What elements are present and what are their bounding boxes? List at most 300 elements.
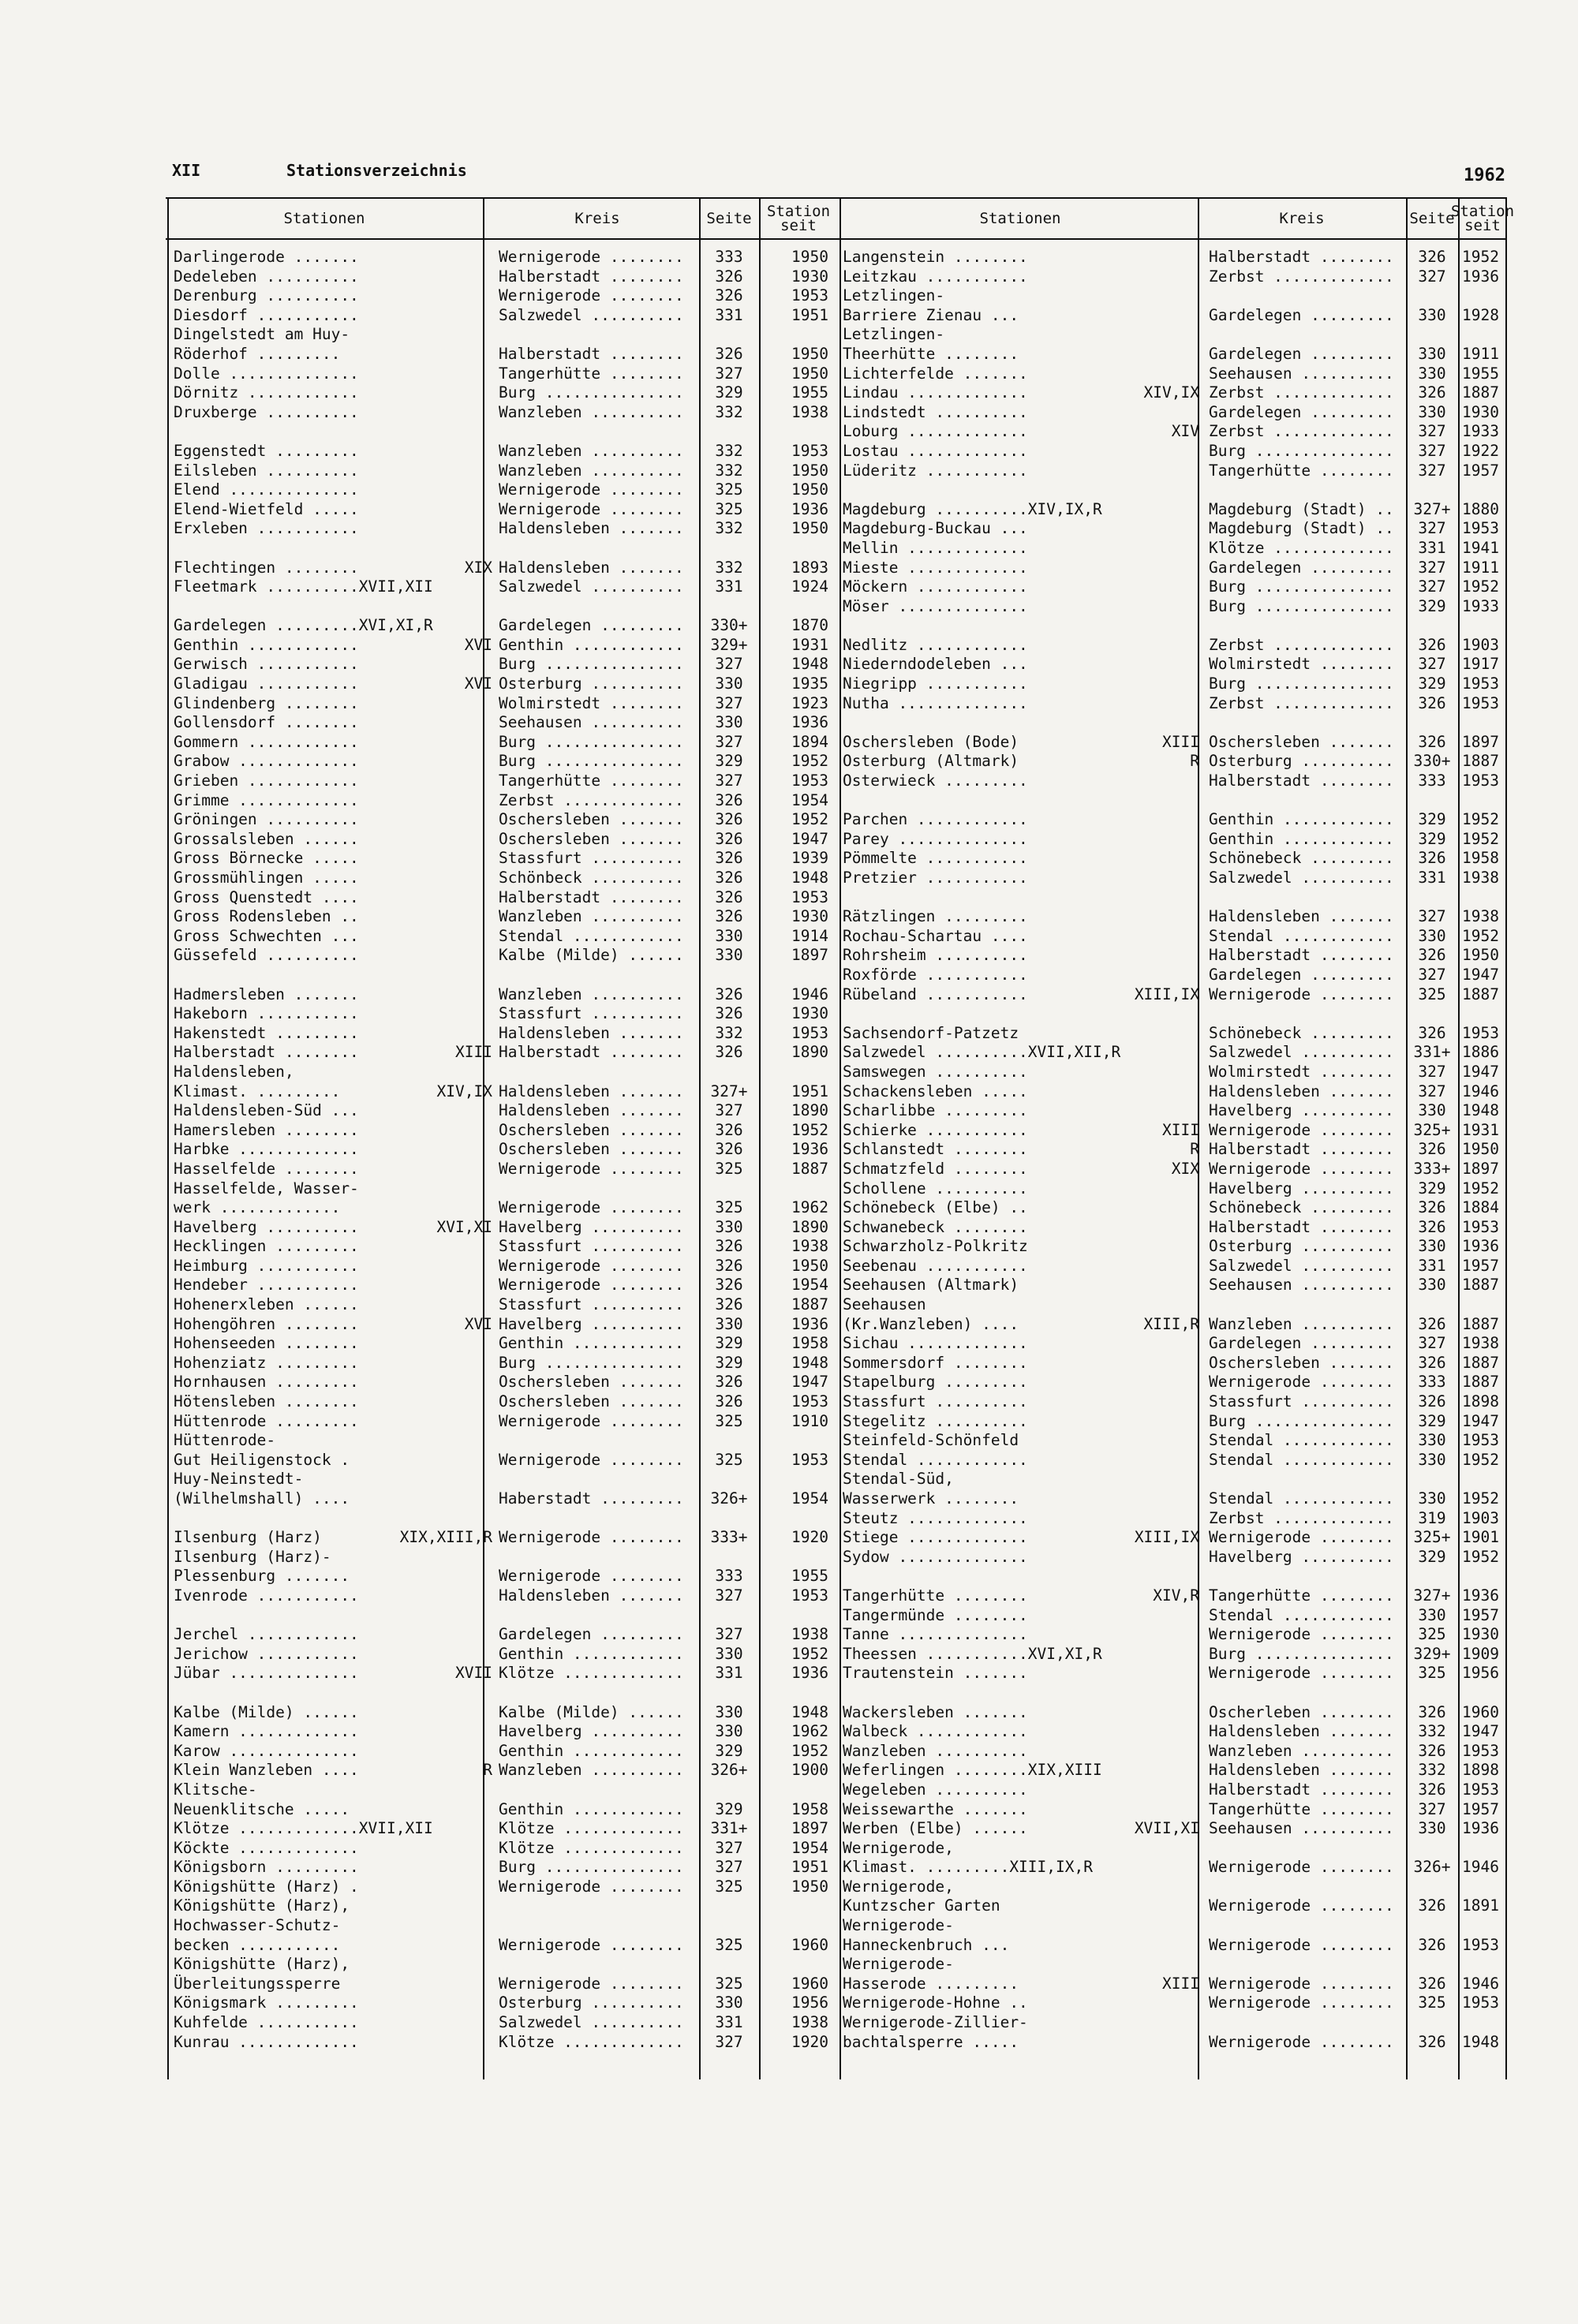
station-name: Dedeleben .......... (174, 267, 359, 286)
table-row (838, 655, 1507, 674)
station-since-year: 1953 (1462, 1741, 1499, 1760)
seite-number: 332 (715, 461, 743, 480)
station-reference: R (1190, 1140, 1199, 1159)
kreis-name: Burg ............... (1209, 1644, 1394, 1663)
table-row (838, 752, 1507, 772)
seite-number: 330 (1418, 1237, 1446, 1256)
station-since-year: 1950 (791, 1877, 828, 1896)
table-row (838, 1218, 1507, 1238)
col-header-station-seit-line1: Station (766, 203, 831, 220)
kreis-name: Klötze ............. (499, 1838, 684, 1857)
table-row (166, 1160, 838, 1179)
kreis-name: Wernigerode ........ (499, 499, 684, 518)
station-name: Gross Börnecke ..... (174, 849, 359, 868)
table-row (166, 1412, 838, 1432)
station-name: Stapelburg ......... (843, 1373, 1028, 1392)
station-since-year: 1953 (1462, 1935, 1499, 1954)
kreis-name: Havelberg .......... (499, 1217, 684, 1236)
station-since-year: 1911 (1462, 344, 1499, 363)
table-row (838, 849, 1507, 869)
kreis-name: Tangerhütte ........ (1209, 461, 1394, 480)
seite-number: 327 (715, 1586, 743, 1605)
kreis-name: Havelberg .......... (1209, 1101, 1394, 1120)
seite-number: 327 (715, 364, 743, 383)
table-row (166, 1878, 838, 1897)
table-row (166, 1955, 838, 1975)
station-since-year: 1952 (1462, 1489, 1499, 1508)
seite-number: 330 (1418, 1101, 1446, 1120)
seite-number: 326 (1418, 732, 1446, 751)
station-since-year: 1953 (791, 1392, 828, 1411)
station-since-year: 1953 (791, 772, 828, 790)
seite-number: 326 (1418, 1896, 1446, 1915)
kreis-name: Salzwedel .......... (499, 577, 684, 596)
station-name: Halberstadt ........ (174, 1043, 359, 1062)
kreis-name: Salzwedel .......... (1209, 1256, 1394, 1275)
seite-number: 326 (1418, 1935, 1446, 1954)
station-name: Rätzlingen ......... (843, 907, 1028, 926)
station-since-year: 1947 (791, 1373, 828, 1392)
kreis-name: Oschersleben ....... (499, 1392, 684, 1411)
seite-number: 330 (1418, 1605, 1446, 1624)
station-since-year: 1922 (1462, 441, 1499, 460)
seite-number: 319 (1418, 1508, 1446, 1527)
seite-number: 331 (715, 577, 743, 596)
seite-number: 326 (1418, 1353, 1446, 1372)
station-reference: XIX,XIII,R (399, 1528, 492, 1547)
station-name: Walbeck ............ (843, 1722, 1028, 1741)
station-name: Grossmühlingen ..... (174, 869, 359, 887)
station-since-year: 1958 (1462, 849, 1499, 868)
table-row (838, 1509, 1507, 1529)
kreis-name: Haldensleben ....... (1209, 1761, 1394, 1780)
station-since-year: 1953 (791, 1586, 828, 1605)
seite-number: 327 (1418, 655, 1446, 674)
table-row (166, 694, 838, 714)
station-name: Hakenstedt ......... (174, 1023, 359, 1042)
table-row (166, 1664, 838, 1683)
kreis-name: Stassfurt .......... (1209, 1392, 1394, 1411)
station-name: Darlingerode ....... (174, 248, 359, 266)
seite-number: 331 (715, 1664, 743, 1683)
seite-number: 325 (715, 1974, 743, 1993)
station-since-year: 1957 (1462, 1256, 1499, 1275)
station-reference: XVII,XI (1134, 1819, 1199, 1838)
table-row (166, 888, 838, 908)
station-since-year: 1953 (1462, 1780, 1499, 1799)
station-name: Samswegen .......... (843, 1062, 1028, 1081)
station-since-year: 1897 (791, 946, 828, 965)
seite-number: 332 (715, 519, 743, 538)
table-row (166, 1004, 838, 1024)
station-since-year: 1957 (1462, 1605, 1499, 1624)
seite-number: 327 (1418, 422, 1446, 441)
seite-number: 326 (715, 1140, 743, 1159)
seite-number: 326+ (710, 1761, 748, 1780)
seite-number: 329 (715, 752, 743, 771)
station-name: Gommern ............ (174, 732, 359, 751)
seite-number: 326 (1418, 1314, 1446, 1333)
station-reference: XIV,IX (1143, 383, 1199, 402)
seite-number: 332 (715, 441, 743, 460)
seite-number: 326 (715, 1120, 743, 1139)
seite-number: 331 (1418, 1256, 1446, 1275)
station-since-year: 1930 (1462, 402, 1499, 421)
table-row (838, 907, 1507, 927)
kreis-name: Wernigerode ........ (1209, 1625, 1394, 1644)
seite-number: 330 (1418, 305, 1446, 324)
table-row (166, 1237, 838, 1257)
station-name: Wernigerode- (843, 1955, 954, 1974)
table-row (166, 1742, 838, 1762)
kreis-name: Zerbst ............. (1209, 1508, 1394, 1527)
station-reference: R (1190, 752, 1199, 771)
station-name: Grieben ............ (174, 772, 359, 790)
seite-number: 331 (715, 305, 743, 324)
station-since-year: 1950 (791, 248, 828, 266)
station-since-year: 1951 (791, 1082, 828, 1100)
kreis-name: Osterburg .......... (499, 674, 684, 693)
kreis-name: Gardelegen ......... (1209, 344, 1394, 363)
table-row (838, 985, 1507, 1005)
kreis-name: Wernigerode ........ (1209, 1528, 1394, 1547)
station-since-year: 1962 (791, 1198, 828, 1217)
station-name: Rochau-Schartau .... (843, 926, 1028, 945)
seite-number: 325 (715, 1198, 743, 1217)
station-since-year: 1953 (791, 441, 828, 460)
station-since-year: 1960 (791, 1974, 828, 1993)
kreis-name: Wanzleben .......... (1209, 1314, 1394, 1333)
station-name: Havelberg .......... (174, 1217, 359, 1236)
station-since-year: 1947 (1462, 1062, 1499, 1081)
table-row (166, 461, 838, 481)
table-row (838, 1257, 1507, 1276)
station-name: Magdeburg ..........XIV,IX,R (843, 499, 1102, 518)
kreis-name: Haldensleben ....... (499, 1023, 684, 1042)
kreis-name: Osterburg .......... (1209, 752, 1394, 771)
station-reference: R (483, 1761, 492, 1780)
station-reference: XIV (1171, 422, 1199, 441)
station-name: Schierke ........... (843, 1120, 1028, 1139)
station-name: Kuhfelde ........... (174, 2013, 359, 2032)
kreis-name: Stendal ............ (1209, 1605, 1394, 1624)
table-row (838, 1664, 1507, 1683)
seite-number: 329 (715, 383, 743, 402)
table-row (838, 1295, 1507, 1315)
table-row (838, 1063, 1507, 1082)
station-since-year: 1909 (1462, 1644, 1499, 1663)
station-since-year: 1952 (1462, 1450, 1499, 1469)
station-since-year: 1952 (1462, 248, 1499, 266)
station-name: Magdeburg-Buckau ... (843, 519, 1028, 538)
station-name: Schmatzfeld ........ (843, 1159, 1028, 1178)
table-row (838, 1955, 1507, 1975)
station-since-year: 1953 (791, 1023, 828, 1042)
table-row (166, 519, 838, 539)
seite-number: 326 (715, 1392, 743, 1411)
seite-number: 326 (715, 869, 743, 887)
seite-number: 329 (715, 1334, 743, 1353)
table-row (838, 946, 1507, 966)
station-since-year: 1962 (791, 1722, 828, 1741)
seite-number: 333+ (1413, 1159, 1451, 1178)
station-name: Diesdorf ........... (174, 305, 359, 324)
table-row (838, 1625, 1507, 1645)
table-row (838, 1916, 1507, 1936)
seite-number: 327 (1418, 907, 1446, 926)
kreis-name: Seehausen .......... (1209, 1276, 1394, 1295)
kreis-name: Salzwedel .......... (499, 305, 684, 324)
station-since-year: 1911 (1462, 558, 1499, 577)
table-row (166, 636, 838, 656)
station-name: Königshütte (Harz) . (174, 1877, 359, 1896)
seite-number: 326 (1418, 1198, 1446, 1217)
kreis-name: Wernigerode ........ (1209, 985, 1394, 1003)
seite-number: 330 (715, 926, 743, 945)
station-name: Schwanebeck ........ (843, 1217, 1028, 1236)
table-row (166, 1625, 838, 1645)
kreis-name: Genthin ............ (499, 1644, 684, 1663)
station-name: Theessen ...........XVI,XI,R (843, 1644, 1102, 1663)
station-name: Dolle .............. (174, 364, 359, 383)
station-since-year: 1953 (1462, 1431, 1499, 1450)
station-since-year: 1939 (791, 849, 828, 868)
table-row (166, 1276, 838, 1295)
station-name: Theerhütte ........ (843, 344, 1019, 363)
kreis-name: Havelberg .......... (499, 1314, 684, 1333)
seite-number: 326 (715, 1237, 743, 1256)
seite-number: 326 (1418, 693, 1446, 712)
seite-number: 326 (715, 1295, 743, 1314)
kreis-name: Havelberg .......... (1209, 1179, 1394, 1197)
table-row (838, 286, 1507, 306)
kreis-name: Oschersleben ....... (499, 1373, 684, 1392)
table-row (838, 559, 1507, 578)
station-name: Hendeber ........... (174, 1276, 359, 1295)
station-name: Langenstein ........ (843, 248, 1028, 266)
table-row (838, 1896, 1507, 1916)
table-row (166, 1063, 838, 1082)
station-since-year: 1903 (1462, 1508, 1499, 1527)
seite-number: 326 (715, 790, 743, 809)
table-row (838, 1140, 1507, 1160)
station-since-year: 1953 (1462, 1993, 1499, 2012)
seite-number: 330 (715, 946, 743, 965)
station-name: Lostau ............. (843, 441, 1028, 460)
kreis-name: Osterburg .......... (499, 1993, 684, 2012)
station-name: Schollene .......... (843, 1179, 1028, 1197)
seite-number: 330 (1418, 1819, 1446, 1838)
station-since-year: 1938 (1462, 907, 1499, 926)
station-since-year: 1923 (791, 693, 828, 712)
station-since-year: 1950 (791, 480, 828, 499)
kreis-name: Tangerhütte ........ (499, 772, 684, 790)
station-name: bachtalsperre ..... (843, 2032, 1019, 2051)
table-row (166, 364, 838, 384)
table-row (838, 1082, 1507, 1102)
kreis-name: Wanzleben .......... (499, 907, 684, 926)
page-title: Stationsverzeichnis (286, 161, 467, 180)
station-since-year: 1952 (1462, 810, 1499, 829)
seite-number: 327 (715, 655, 743, 674)
seite-number: 327 (715, 693, 743, 712)
station-since-year: 1938 (1462, 869, 1499, 887)
table-row (838, 1373, 1507, 1392)
table-row (166, 1548, 838, 1567)
seite-number: 330 (1418, 402, 1446, 421)
seite-number: 325+ (1413, 1120, 1451, 1139)
kreis-name: Wernigerode ........ (1209, 1159, 1394, 1178)
table-row (166, 849, 838, 869)
station-name: Heimburg ........... (174, 1256, 359, 1275)
seite-number: 325 (1418, 1625, 1446, 1644)
station-name: Grossalsleben ...... (174, 829, 359, 848)
kreis-name: Wernigerode ........ (499, 1198, 684, 1217)
table-row (838, 1936, 1507, 1956)
station-name: Werben (Elbe) ...... (843, 1819, 1028, 1838)
station-name: Leitzkau ........... (843, 267, 1028, 286)
kreis-name: Schönbeck .......... (499, 869, 684, 887)
station-since-year: 1887 (791, 1295, 828, 1314)
station-name: Gollensdorf ........ (174, 713, 359, 732)
station-since-year: 1953 (1462, 674, 1499, 693)
col-header-station-seit (759, 199, 838, 238)
station-since-year: 1887 (1462, 1314, 1499, 1333)
kreis-name: Schönebeck ......... (1209, 1023, 1394, 1042)
kreis-name: Haberstadt ......... (499, 1489, 684, 1508)
table-row (838, 2013, 1507, 2033)
station-since-year: 1946 (1462, 1974, 1499, 1993)
station-since-year: 1897 (1462, 732, 1499, 751)
station-name: Lüderitz ........... (843, 461, 1028, 480)
station-since-year: 1887 (1462, 1373, 1499, 1392)
table-row (838, 248, 1507, 267)
station-name: Haldensleben, (174, 1062, 294, 1081)
table-row (838, 1315, 1507, 1335)
seite-number: 326 (1418, 1217, 1446, 1236)
station-since-year: 1920 (791, 2032, 828, 2051)
table-row (166, 1800, 838, 1820)
station-name: Erxleben ........... (174, 519, 359, 538)
seite-number: 325 (715, 1877, 743, 1896)
seite-number: 330+ (1413, 752, 1451, 771)
station-reference: XIV,R (1153, 1586, 1199, 1605)
seite-number: 326 (1418, 1780, 1446, 1799)
seite-number: 326 (715, 286, 743, 305)
station-since-year: 1952 (1462, 926, 1499, 945)
table-row (166, 927, 838, 947)
station-name: Osterwieck ......... (843, 772, 1028, 790)
station-since-year: 1958 (791, 1799, 828, 1818)
station-name: Trautenstein ....... (843, 1664, 1028, 1683)
kreis-name: Tangerhütte ........ (499, 364, 684, 383)
col-header-stations: Stationen (979, 210, 1061, 227)
station-name: Roxförde ........... (843, 965, 1028, 984)
station-name: werk ............. (174, 1198, 341, 1217)
kreis-name: Genthin ............ (499, 1799, 684, 1818)
kreis-name: Zerbst ............. (1209, 635, 1394, 654)
station-name: Niederndodeleben ... (843, 655, 1028, 674)
seite-number: 329 (1418, 1411, 1446, 1430)
seite-number: 327 (715, 1858, 743, 1877)
station-name: Lichterfelde ....... (843, 364, 1028, 383)
table-row (166, 830, 838, 850)
seite-number: 327 (1418, 267, 1446, 286)
station-since-year: 1891 (1462, 1896, 1499, 1915)
station-since-year: 1952 (791, 810, 828, 829)
station-since-year: 1952 (791, 752, 828, 771)
seite-number: 329 (1418, 1547, 1446, 1566)
table-row (166, 674, 838, 694)
seite-number: 326 (715, 1004, 743, 1023)
kreis-name: Gardelegen ......... (499, 616, 684, 635)
table-row (838, 1975, 1507, 1994)
table-row (166, 1334, 838, 1354)
table-row (838, 1645, 1507, 1665)
station-name: Elend .............. (174, 480, 359, 499)
station-name: Königshütte (Harz), (174, 1955, 350, 1974)
table-row (166, 1315, 838, 1335)
station-name: Klitsche- (174, 1780, 257, 1799)
table-row (838, 1179, 1507, 1199)
station-since-year: 1887 (1462, 752, 1499, 771)
table-row (838, 1548, 1507, 1567)
kreis-name: Stassfurt .......... (499, 849, 684, 868)
table-row (166, 2013, 838, 2033)
station-since-year: 1953 (1462, 519, 1499, 538)
table-row (838, 1528, 1507, 1548)
station-reference: XIX (464, 558, 492, 577)
station-name: Ilsenburg (Harz) (174, 1528, 322, 1547)
station-since-year: 1897 (1462, 1159, 1499, 1178)
table-row (166, 345, 838, 364)
table-row (166, 1373, 838, 1392)
station-name: Eggenstedt ......... (174, 441, 359, 460)
station-name: (Wilhelmshall) .... (174, 1489, 350, 1508)
table-row (838, 2033, 1507, 2053)
station-since-year: 1953 (791, 1450, 828, 1469)
seite-number: 330 (715, 1217, 743, 1236)
station-name: Klötze .............XVII,XII (174, 1819, 433, 1838)
kreis-name: Oscherleben ........ (1209, 1702, 1394, 1721)
kreis-name: Haldensleben ....... (499, 558, 684, 577)
station-since-year: 1948 (791, 655, 828, 674)
station-name: Jübar .............. (174, 1664, 359, 1683)
table-row (166, 325, 838, 345)
kreis-name: Wernigerode ........ (499, 1528, 684, 1547)
station-reference: XIII (455, 1043, 492, 1062)
table-row (166, 713, 838, 733)
station-since-year: 1938 (791, 1237, 828, 1256)
table-row (166, 1295, 838, 1315)
station-since-year: 1947 (1462, 965, 1499, 984)
station-since-year: 1955 (791, 383, 828, 402)
rows-right (838, 248, 1507, 2052)
station-name: Hötensleben ........ (174, 1392, 359, 1411)
station-since-year: 1930 (791, 267, 828, 286)
seite-number: 326 (1418, 1392, 1446, 1411)
station-name: Schackensleben ..... (843, 1082, 1028, 1100)
kreis-name: Burg ............... (1209, 1411, 1394, 1430)
table-row (838, 674, 1507, 694)
kreis-name: Burg ............... (499, 655, 684, 674)
station-name: Klein Wanzleben .... (174, 1761, 359, 1780)
table-row (838, 927, 1507, 947)
table-row (838, 1160, 1507, 1179)
station-name: Pretzier ........... (843, 869, 1028, 887)
station-name: Köckte ............. (174, 1838, 359, 1857)
kreis-name: Seehausen .......... (499, 713, 684, 732)
